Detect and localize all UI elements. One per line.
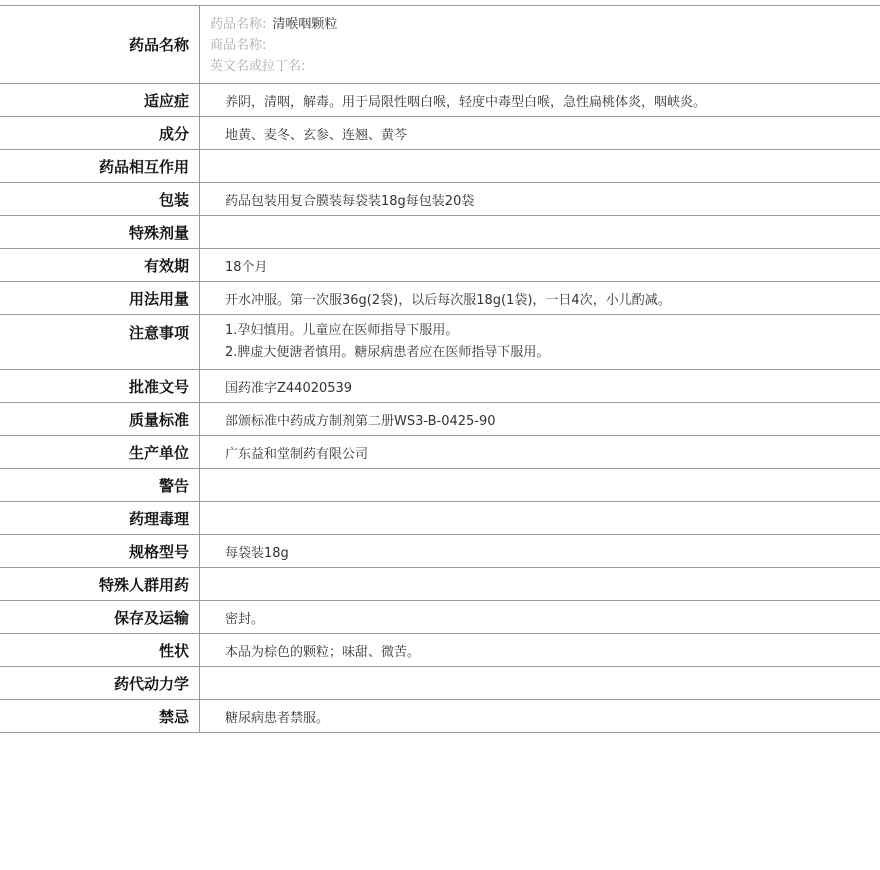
drug-info-table [0, 5, 880, 733]
precautions-label: 注意事项 [0, 315, 200, 369]
packaging-row [0, 183, 880, 216]
approval-number-value: 国药准字Z44020539 [225, 380, 353, 396]
precaution-line: 1.孕妇慎用。儿童应在医师指导下服用。 [225, 323, 459, 338]
warning-row [0, 469, 880, 502]
generic-name-key: 药品名称: [210, 17, 267, 32]
description-value: 本品为棕色的颗粒；味甜、微苦。 [225, 644, 421, 660]
description-label: 性状 [0, 634, 200, 666]
shelf-life-row [0, 249, 880, 282]
interactions-row [0, 150, 880, 183]
specification-label: 规格型号 [0, 535, 200, 567]
quality-standard-label: 质量标准 [0, 403, 200, 435]
drug-name-block [200, 6, 880, 83]
ingredients-row [0, 117, 880, 150]
special-dosage-row [0, 216, 880, 249]
precaution-line: 2.脾虚大便溏者慎用。糖尿病患者应在医师指导下服用。 [225, 345, 550, 360]
manufacturer-value: 广东益和堂制药有限公司 [225, 446, 369, 462]
ingredients-value: 地黄、麦冬、玄参、连翘、黄芩 [225, 127, 408, 143]
indications-label: 适应症 [0, 84, 200, 116]
contraindications-label: 禁忌 [0, 700, 200, 732]
manufacturer-row [0, 436, 880, 469]
indications-row [0, 84, 880, 117]
generic-name-value: 清喉咽颗粒 [272, 17, 338, 32]
english-name-line [210, 56, 880, 77]
description-row [0, 634, 880, 667]
packaging-label: 包装 [0, 183, 200, 215]
approval-number-row [0, 370, 880, 403]
special-populations-value [200, 568, 880, 600]
quality-standard-row [0, 403, 880, 436]
pharmacokinetics-label: 药代动力学 [0, 667, 200, 699]
packaging-value: 药品包装用复合膜装每袋装18g每包装20袋 [225, 193, 475, 209]
usage-dosage-label: 用法用量 [0, 282, 200, 314]
ingredients-label: 成分 [0, 117, 200, 149]
trade-name-key: 商品名称: [210, 38, 267, 53]
drug-name-row [0, 6, 880, 84]
contraindications-value: 糖尿病患者禁服。 [225, 710, 330, 726]
indications-value: 养阴，清咽，解毒。用于局限性咽白喉，轻度中毒型白喉，急性扁桃体炎，咽峡炎。 [225, 94, 707, 110]
manufacturer-label: 生产单位 [0, 436, 200, 468]
usage-dosage-value: 开水冲服。第一次服36g(2袋)，以后每次服18g(1袋)，一日4次，小儿酌减。 [225, 292, 671, 308]
interactions-label: 药品相互作用 [0, 150, 200, 182]
precautions-value [200, 315, 880, 369]
special-populations-label: 特殊人群用药 [0, 568, 200, 600]
storage-value: 密封。 [225, 611, 265, 627]
approval-number-label: 批准文号 [0, 370, 200, 402]
specification-value: 每袋装18g [225, 545, 289, 561]
pharmacology-value [200, 502, 880, 534]
storage-row [0, 601, 880, 634]
drug-name-label: 药品名称 [0, 6, 200, 83]
warning-label: 警告 [0, 469, 200, 501]
pharmacokinetics-value [200, 667, 880, 699]
contraindications-row [0, 700, 880, 733]
special-populations-row [0, 568, 880, 601]
generic-name-line [210, 14, 880, 35]
specification-row [0, 535, 880, 568]
pharmacology-label: 药理毒理 [0, 502, 200, 534]
warning-value [200, 469, 880, 501]
usage-dosage-row [0, 282, 880, 315]
special-dosage-value [200, 216, 880, 248]
special-dosage-label: 特殊剂量 [0, 216, 200, 248]
interactions-value [200, 150, 880, 182]
shelf-life-label: 有效期 [0, 249, 200, 281]
trade-name-line [210, 35, 880, 56]
storage-label: 保存及运输 [0, 601, 200, 633]
quality-standard-value: 部颁标准中药成方制剂第二册WS3-B-0425-90 [225, 413, 496, 429]
precautions-row [0, 315, 880, 370]
shelf-life-value: 18个月 [225, 259, 268, 275]
pharmacology-row [0, 502, 880, 535]
pharmacokinetics-row [0, 667, 880, 700]
english-name-key: 英文名或拉丁名: [210, 59, 306, 74]
